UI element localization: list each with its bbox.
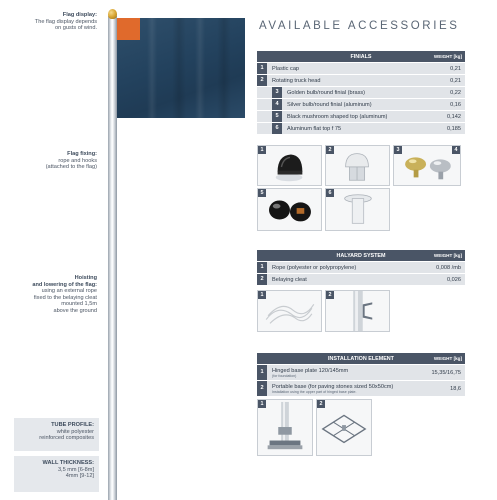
finials-weight-label: WEIGHT [kg] [433,54,462,59]
installation-row [257,365,465,380]
rope-icon [258,291,321,331]
row-label: Silver bulb/round finial (aluminum) [287,102,372,108]
installation-header [257,353,465,364]
finials-row [257,99,465,110]
thumb-number: 4 [452,146,460,154]
flag-display-note [0,12,97,32]
wall-thickness-box [14,456,99,492]
flag-fixing-title: Flag fixing: [67,151,97,157]
installation-weight-label: WEIGHT [kg] [433,356,462,361]
row-number: 2 [257,381,267,396]
halyard-thumb-cleat [325,290,390,332]
page-title: AVAILABLE ACCESSORIES [259,20,460,32]
thumb-number: 3 [394,146,402,154]
flat-top-icon [326,189,389,230]
finial-thumb-flat-top [325,188,390,231]
finials-row [257,123,465,134]
finials-row [257,75,465,86]
row-number: 2 [257,274,267,285]
hinged-base-plate-icon [258,400,312,455]
row-number: 2 [257,75,267,86]
halyard-table [257,250,465,285]
flag-fold [217,18,231,118]
row-weight: 0,185 [447,126,461,132]
plastic-cap-icon [258,146,321,185]
row-label: Belaying cleat [272,277,307,283]
tube-profile-text-2: reinforced composites [39,435,94,441]
flag-ripple [195,18,205,118]
row-label: Aluminum flat top f 75 [287,126,342,132]
row-label: Black mushroom shaped top (aluminum) [287,114,388,120]
black-mushroom-icon [258,189,321,230]
halyard-row [257,262,465,273]
thumb-number: 5 [258,189,266,197]
flag-fixing-text-1: rope and hooks [58,157,97,164]
hoisting-text-2: fixed to the belaying cleat [33,294,97,301]
row-label: Rope (polyester or polypropylene) [272,265,357,271]
hoisting-title-1: Hoisting [74,275,97,281]
row-label-main: Hinged base plate 120/145mm [272,368,349,374]
wall-thickness-text-1: 3,5 mm [6-8m] [57,466,94,473]
row-weight: 0,16 [450,102,461,108]
row-weight: 15,35/16,75 [431,370,461,376]
halyard-header-title: HALYARD SYSTEM [336,253,386,259]
finials-header [257,51,465,62]
row-label [272,384,393,394]
flag-fixing-text-2: (attached to the flag) [45,164,97,170]
row-number: 6 [272,123,282,134]
golden-finial-icon [108,9,117,19]
hoisting-note [0,275,97,314]
installation-header-title: INSTALLATION ELEMENT [328,356,394,362]
flag-fold [172,18,186,118]
row-label-main: Portable base (for paving stones sized 50x50cm) [272,384,394,390]
finials-table [257,51,465,134]
flag-display-text-2: on gusts of wind. [55,25,97,31]
installation-row [257,381,465,396]
installation-thumb-base-plate [257,399,313,456]
row-label [272,368,348,378]
row-number: 1 [257,365,267,380]
wall-thickness-title: WALL THICKNESS: [42,460,94,466]
bulb-finials-icon [394,146,460,185]
thumb-number: 2 [317,400,325,408]
installation-thumb-portable-base [316,399,372,456]
row-weight: 0,22 [450,90,461,96]
halyard-row [257,274,465,285]
halyard-thumb-rope [257,290,322,332]
belaying-cleat-icon [326,291,389,331]
finials-row [257,63,465,74]
finial-thumb-mushroom [257,188,322,231]
halyard-header [257,250,465,261]
row-number: 5 [272,111,282,122]
finial-thumb-bulbs [393,145,461,186]
installation-table [257,353,465,396]
flag-ripple [147,18,157,118]
hoisting-title-2: and lowering of the flag: [32,281,97,288]
portable-base-icon [317,400,371,455]
flag-fixing-note [0,151,97,171]
thumb-number: 2 [326,146,334,154]
row-label-sub: Installation using the upper part of hinged base plate. [272,390,357,394]
flagpole [108,16,117,500]
halyard-weight-label: WEIGHT [kg] [433,253,462,258]
row-weight: 0,142 [447,114,461,120]
flag-canton [117,18,140,40]
finials-row [257,111,465,122]
truck-head-icon [326,146,389,185]
row-number: 1 [257,262,267,273]
row-weight: 0,21 [450,66,461,72]
finials-header-title: FINIALS [350,54,372,60]
flag-display-text-1: The flag display depends [34,18,97,25]
hoisting-text-1: using an external rope [41,288,97,294]
thumb-number: 1 [258,400,266,408]
hoisting-text-4: above the ground [53,307,97,314]
row-weight: 0,008 /mb [436,265,461,271]
tube-profile-title: TUBE PROFILE: [51,422,94,428]
hoisting-text-3: mounted 1,5m [61,301,97,307]
row-number: 4 [272,99,282,110]
row-label: Rotating truck head [272,78,321,84]
thumb-number: 1 [258,291,266,299]
thumb-number: 1 [258,146,266,154]
tube-profile-text-1: white polyester [56,428,94,435]
thumb-number: 2 [326,291,334,299]
row-number: 3 [272,87,282,98]
row-weight: 0,21 [450,78,461,84]
tube-profile-box [14,418,99,451]
row-weight: 0,026 [447,277,461,283]
row-number: 1 [257,63,267,74]
finial-thumb-plastic-cap [257,145,322,186]
wall-thickness-text-2: 4mm [9-12] [65,473,94,479]
row-label-sub: (for foundation) [272,374,297,378]
row-weight: 18,6 [450,386,461,392]
flag-display-title: Flag display: [62,12,97,18]
row-label: Plastic cap [272,66,300,72]
thumb-number: 6 [326,189,334,197]
finials-row [257,87,465,98]
row-label: Golden bulb/round finial (brass) [287,90,366,96]
finial-thumb-truck-head [325,145,390,186]
flag-image [117,18,245,118]
